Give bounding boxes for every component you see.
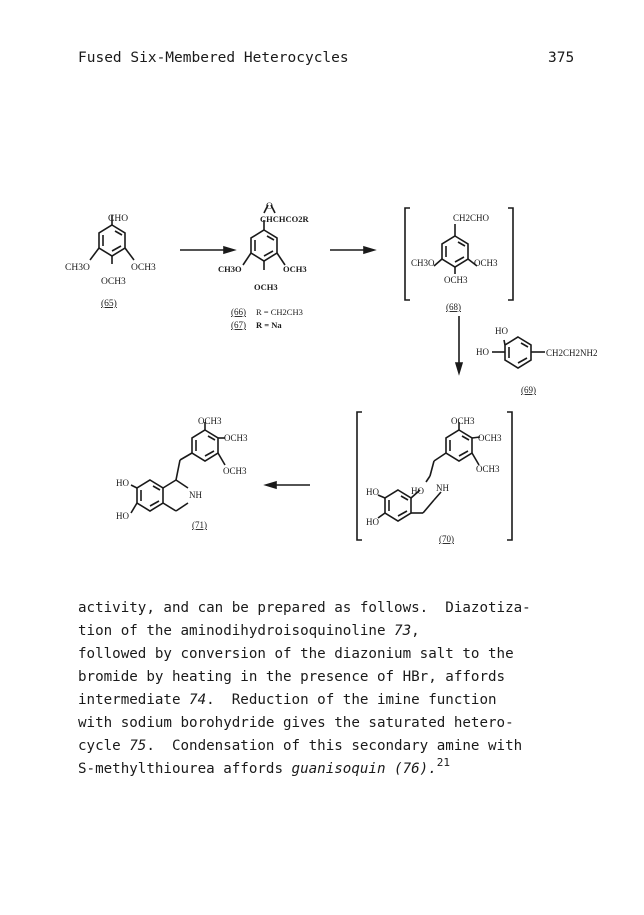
compound-70-structure: [378, 422, 480, 521]
compound-ref-76: (76).: [385, 761, 437, 777]
c66-och3-right: OCH3: [283, 264, 307, 274]
running-title: Fused Six-Membered Heterocycles: [78, 50, 349, 66]
c70-ho-1: HO: [366, 487, 379, 497]
c69-ho-left: HO: [476, 347, 489, 357]
body-line-7: cycle 75. Condensation of this secondary amine with: [78, 738, 523, 754]
arrow-70-to-71: [266, 482, 310, 488]
c69-ho-top: HO: [495, 326, 508, 336]
compound-70-label: (70): [439, 534, 454, 544]
compound-68-label: (68): [446, 302, 461, 312]
compound-ref-74: 74: [189, 692, 207, 708]
c66-side-chain: CHCHCO2R: [260, 214, 309, 224]
compound-71-structure: [131, 422, 225, 513]
body-line-3: followed by conversion of the diazonium salt to the: [78, 646, 514, 662]
compound-71-label: (71): [192, 520, 207, 530]
c65-och3-bottom: OCH3: [101, 277, 126, 287]
c70-ho-ring: HO: [411, 486, 424, 496]
c71-ho-1: HO: [116, 478, 129, 488]
body-line-6: with sodium borohydride gives the saturated hetero-: [78, 715, 514, 731]
c71-ho-2: HO: [116, 511, 129, 521]
c65-cho-label: CHO: [108, 214, 129, 224]
arrow-66-to-68: [330, 247, 374, 253]
c70-och3-right1: OCH3: [478, 433, 502, 443]
compound-66-label: (66): [231, 307, 246, 317]
body-line-1: activity, and can be prepared as follows. Diazotiza-: [78, 600, 531, 616]
compound-70-brackets: [357, 412, 512, 540]
c68-och3-left: CH3O: [411, 258, 435, 268]
body-line-5: intermediate 74. Reduction of the imine function: [78, 692, 497, 708]
c70-nh: NH: [436, 483, 449, 493]
c68-och3-bottom: OCH3: [444, 275, 468, 285]
body-line-4: bromide by heating in the presence of HBr, affords: [78, 669, 506, 685]
c68-och3-right: OCH3: [474, 258, 498, 268]
body-line-2: tion of the aminodihydroisoquinoline 73,: [78, 623, 420, 639]
c70-ho-2: HO: [366, 517, 379, 527]
compound-67-label: (67): [231, 320, 246, 330]
drug-name-guanisoquin: guanisoquin: [291, 761, 386, 777]
arrow-65-to-66: [180, 247, 234, 253]
arrow-68-to-70: [456, 316, 462, 373]
c70-och3-top: OCH3: [451, 416, 475, 426]
c71-och3-top: OCH3: [198, 416, 222, 426]
body-paragraph: [78, 597, 608, 781]
compound-67-r-group: R = Na: [256, 320, 282, 330]
compound-69-structure: [492, 337, 545, 368]
c68-ch2cho: CH2CHO: [453, 213, 490, 223]
c66-och3-left: CH3O: [218, 264, 242, 274]
compound-ref-75: 75: [129, 738, 147, 754]
c65-och3-right: OCH3: [131, 263, 156, 273]
compound-65-label: (65): [101, 299, 117, 309]
compound-69-label: (69): [521, 385, 536, 395]
c69-side-chain: CH2CH2NH2: [546, 348, 598, 358]
reference-superscript: 21: [436, 756, 451, 769]
c66-och3-bottom: OCH3: [254, 282, 278, 292]
c66-epoxide-o: O: [266, 202, 273, 212]
compound-66-r-group: R = CH2CH3: [256, 307, 303, 317]
c70-och3-right2: OCH3: [476, 464, 500, 474]
c71-och3-right1: OCH3: [224, 433, 248, 443]
c71-och3-right2: OCH3: [223, 466, 247, 476]
page-number: 375: [548, 50, 575, 66]
c65-och3-left: CH3O: [65, 263, 90, 273]
compound-ref-73: 73: [394, 623, 412, 639]
compound-68-structure: [434, 224, 477, 274]
body-line-8: S-methylthiourea affords guanisoquin (76).$^{21}$: [78, 756, 451, 777]
c71-nh: NH: [189, 490, 202, 500]
